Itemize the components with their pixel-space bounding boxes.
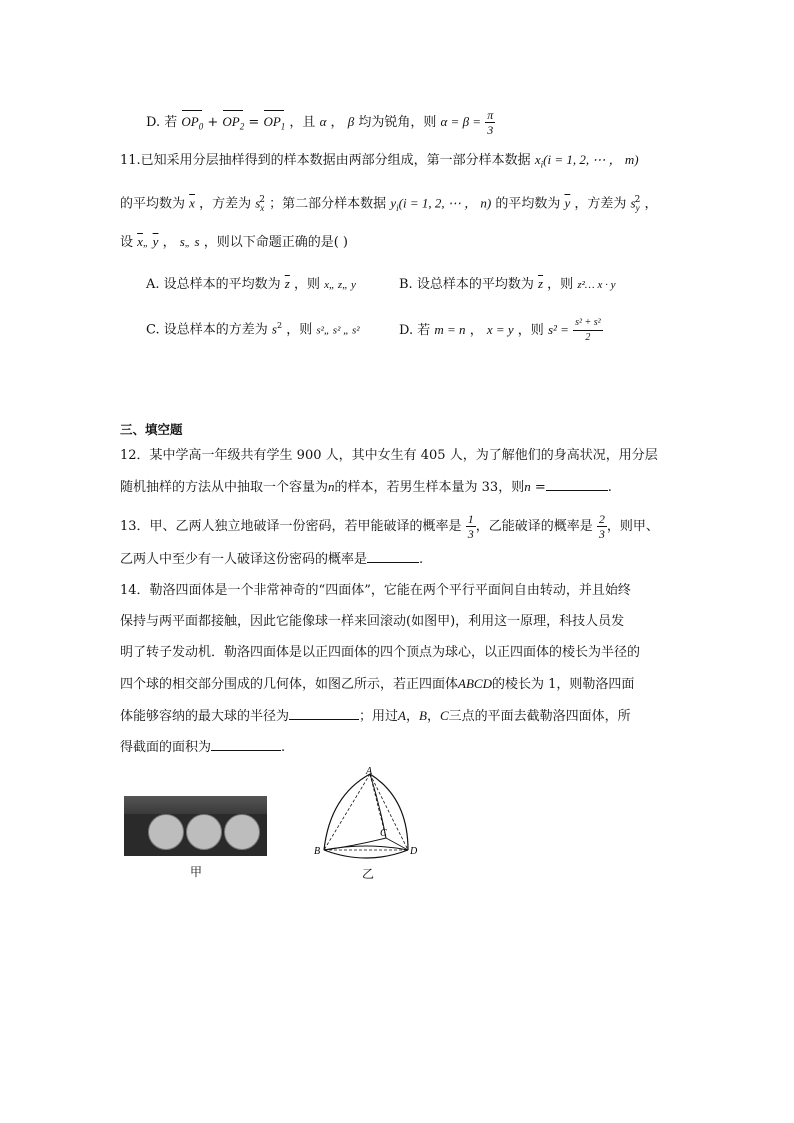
text: 得截面的面积为 [120, 740, 212, 755]
figure-caption-jia: 甲 [190, 865, 203, 879]
tetrahedron-name: ABCD [458, 676, 492, 691]
answer-blank[interactable] [289, 705, 359, 720]
q11-option-a [146, 274, 356, 295]
option-label: B. 设总样本的平均数为 [399, 277, 534, 292]
text: 的平均数为 [495, 196, 561, 212]
reuleaux-tetrahedron-diagram [310, 766, 430, 866]
text: ，乙能破译的概率是 [475, 519, 593, 534]
text: ， [330, 115, 344, 130]
condition: x = y [486, 322, 514, 337]
option-label: D. 若 [146, 115, 178, 130]
vector-op2: $OP_2$ [222, 112, 244, 137]
q14-line5 [120, 705, 631, 727]
option-label: C. 设总样本的方差为 [146, 322, 268, 338]
result-expression: α = β = [440, 114, 482, 129]
subscript: x [260, 202, 265, 213]
math-y: y [390, 195, 397, 211]
text: ，则甲、 [606, 519, 659, 534]
edge-ab [324, 774, 370, 850]
q13-line2 [120, 548, 423, 570]
text: ，则 [517, 323, 544, 338]
superscript: 2 [259, 195, 266, 205]
text: 四个球的相交部分围成的几何体，如图乙所示，若正四面体 [120, 677, 459, 692]
s-x-squared: s [179, 234, 185, 249]
s-squared: s² = [547, 322, 569, 337]
label-b: B [314, 846, 321, 857]
text: 随机抽样的方法从中抽取一个容量为 [120, 480, 329, 495]
math-x: x [534, 152, 541, 167]
reuleaux-disc [224, 814, 260, 850]
figure-caption-yi: 乙 [362, 867, 375, 881]
q14-line2: 保持与两平面都接触，因此它能像球一样来回滚动(如图甲)，利用这一原理，科技人员发 [120, 614, 625, 629]
q14-line3: 明了转子发动机．勒洛四面体是以正四面体的四个顶点为球心，以正四面体的棱长为半径的 [120, 645, 641, 660]
subscript: i [396, 202, 399, 213]
option-d-prev [146, 108, 495, 137]
q11-line3 [120, 232, 348, 254]
reuleaux-disc [148, 814, 184, 850]
vector-op0: $OP_0$ [181, 112, 203, 137]
fraction-two-thirds: $\frac{2}{3}$ [598, 512, 605, 541]
q14-line1: 14．勒洛四面体是一个非常神奇的“四面体”，它能在两个平行平面间自由转动，并且始终 [120, 583, 631, 598]
vector-op1: $OP_1$ [263, 112, 285, 137]
text: 13．甲、乙两人独立地破译一份密码，若甲能破译的概率是 [120, 519, 462, 534]
text: 均为锐角，则 [358, 115, 437, 130]
text: ；第二部分样本数据 [269, 196, 387, 212]
variance-fraction: $\frac{\text{s² + s²}}{2}$ [575, 317, 601, 343]
leq-sign: „ [184, 238, 191, 249]
text: 的棱长为 1，则勒洛四面 [491, 677, 635, 692]
edge-ad [370, 774, 408, 850]
q12-line2 [120, 476, 612, 498]
text: ，则 [547, 277, 574, 292]
q14-line4 [120, 674, 634, 695]
math-n: n [524, 479, 531, 494]
text: ，则 [286, 322, 313, 338]
subscript: y [635, 202, 640, 213]
index-range: (i = 1, 2, ⋯ ， n) [398, 195, 492, 211]
s-x: s [255, 195, 261, 211]
fraction-one-third: $\frac{1}{3}$ [467, 512, 474, 541]
answer-blank[interactable] [367, 548, 419, 563]
text: 的平均数为 [120, 196, 186, 212]
text: ， [469, 323, 483, 338]
q14-line6 [120, 736, 285, 758]
answer-blank[interactable] [546, 476, 608, 491]
x-bar: $\overline{x}$ [137, 234, 143, 249]
text: ， [426, 709, 440, 724]
text: 体能够容纳的最大球的半径为 [120, 709, 290, 724]
text: ，方差为 [199, 196, 252, 212]
q11-line1 [120, 150, 639, 175]
beta: β [347, 114, 355, 129]
fraction-pi-over-3: $\frac{\pi}{3}$ [487, 108, 494, 137]
inequality: s²„ s² „ s² [316, 324, 360, 337]
text: ，且 [289, 115, 316, 130]
q11-option-c [146, 316, 360, 340]
point-c: C [439, 708, 449, 723]
index-range: (i = 1, 2, ⋯ ， m) [543, 152, 639, 167]
text: = [530, 480, 546, 495]
option-label: A. 设总样本的平均数为 [146, 277, 281, 292]
q13-line1 [120, 512, 659, 541]
text: 三点的平面去截勒洛四面体，所 [448, 709, 631, 724]
text: . [607, 480, 612, 495]
inequality: z²… x · y [577, 279, 616, 291]
z-bar: $\overline{z}$ [537, 276, 544, 291]
reuleaux-photo [124, 796, 267, 856]
text: ；用过 [359, 709, 399, 724]
question-text: 11.已知采用分层抽样得到的样本数据由两部分组成，第一部分样本数据 [120, 153, 531, 168]
point-a: A [398, 708, 406, 723]
text: . [419, 552, 424, 567]
text: 设 [120, 235, 134, 250]
text: ， [405, 709, 419, 724]
y-bar: $\overline{y}$ [564, 195, 571, 211]
text: ，则 [294, 277, 321, 292]
superscript: 2 [276, 321, 283, 330]
alpha: α [319, 114, 327, 129]
text: ， [162, 235, 176, 250]
q11-option-b [399, 274, 615, 295]
reuleaux-disc [186, 814, 222, 850]
q12-line1: 12．某中学高一年级共有学生 900 人，其中女生有 405 人，为了解他们的身高状况，用分层 [120, 448, 658, 463]
condition: m = n [434, 322, 466, 337]
s-squared: s [271, 321, 277, 337]
arc-bd [324, 850, 408, 858]
answer-blank[interactable] [211, 736, 281, 751]
leq-sign: „ [142, 238, 149, 249]
superscript: 2 [634, 195, 641, 205]
equals-sign: = [248, 115, 260, 130]
y-bar: $\overline{y}$ [152, 234, 159, 249]
text: ，方差为 [574, 196, 627, 212]
label-c: C [380, 828, 387, 839]
option-label: D. 若 [399, 323, 431, 338]
q11-option-d [399, 316, 603, 345]
label-a: A [366, 766, 373, 777]
photo-plate [124, 796, 267, 814]
section-heading: 三、填空题 [120, 422, 183, 437]
label-d: D [410, 846, 418, 857]
z-bar: $\overline{z}$ [284, 276, 290, 291]
arc-bc [324, 838, 386, 850]
text: ，则以下命题正确的是( ) [203, 235, 348, 250]
s-squared: s [194, 234, 200, 249]
text: 乙两人中至少有一人破译这份密码的概率是 [120, 552, 368, 567]
math-n: n [328, 479, 335, 494]
plus-sign: + [207, 115, 219, 130]
x-bar: $\overline{x}$ [189, 195, 195, 211]
text: . [281, 740, 286, 755]
s-y: s [630, 195, 636, 211]
point-b: B [419, 708, 427, 723]
text: ， [644, 196, 658, 212]
subscript: i [540, 159, 544, 170]
text: 的样本，若男生样本量为 33，则 [334, 480, 525, 495]
inequality: x„ z„ y [324, 279, 356, 291]
q11-line2 [120, 190, 658, 218]
